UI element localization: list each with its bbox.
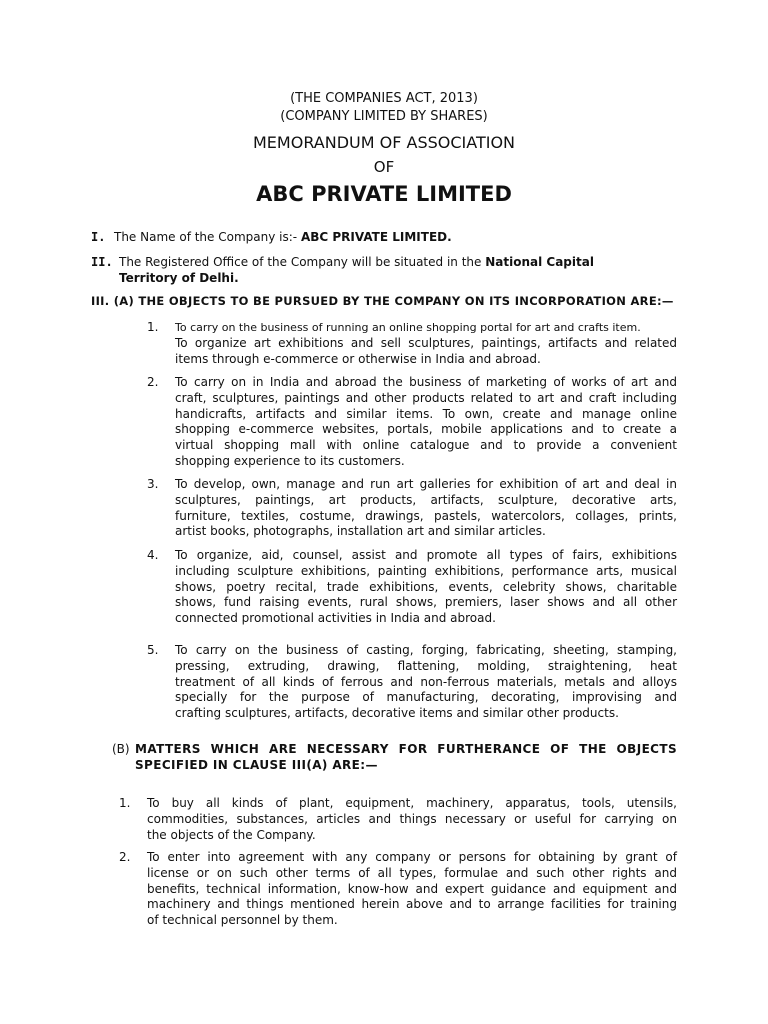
item-number: 2. [119, 850, 131, 864]
item-line: treatment of all kinds of ferrous and non-ferrous materials, metals and alloys [175, 674, 677, 689]
item-line: shows, fund raising events, rural shows, premiers, laser shows and all other [175, 595, 677, 610]
item-line: virtual shopping mall with online catalogue and to provide a convenient [175, 438, 677, 453]
of-line: OF [373, 158, 395, 176]
item-line: license or on such other terms of all types, formulae and such other rights and [147, 865, 677, 880]
clause-one-text: The Name of the Company is:- [114, 230, 298, 244]
clause-one-value: ABC PRIVATE LIMITED. [300, 230, 452, 244]
item-line: benefits, technical information, know-how and expert guidance and equipment and [147, 881, 677, 896]
company-name-title: ABC PRIVATE LIMITED [256, 182, 512, 206]
clause-three-b-tag: (B) [112, 742, 130, 756]
item-line: furniture, textiles, costume, drawings, pastels, watercolors, collages, prints, [175, 508, 677, 523]
item-line: To develop, own, manage and run art galleries for exhibition of art and deal in [175, 477, 677, 491]
item-number: 5. [147, 643, 159, 657]
item-line: To organize, aid, counsel, assist and promote all types of fairs, exhibitions [175, 548, 677, 562]
item-line: commodities, substances, articles and things necessary or useful for carrying on [147, 811, 677, 826]
item-line: To organize art exhibitions and sell sculptures, paintings, artifacts and related [175, 335, 677, 350]
item-line: specially for the purpose of manufacturing, decorating, improvising and [175, 690, 677, 705]
item-line: machinery and things mentioned herein above and to arrange facilities for training [147, 897, 677, 912]
memorandum-title: MEMORANDUM OF ASSOCIATION [253, 133, 515, 152]
heading-line: MATTERS WHICH ARE NECESSARY FOR FURTHERANCE OF THE OBJECTS [135, 742, 677, 756]
item-number: 3. [147, 477, 159, 491]
item-number: 2. [147, 375, 159, 389]
item-number: 1. [147, 320, 159, 334]
clause-one-number: I. [91, 230, 106, 244]
item-number: 1. [119, 796, 131, 810]
item-line: To carry on the business of running an online shopping portal for art and crafts item. [175, 321, 641, 334]
item-line: of technical personnel by them. [147, 913, 338, 928]
item-line: To enter into agreement with any company or persons for obtaining by grant of [147, 850, 677, 864]
item-line: connected promotional activities in India and abroad. [175, 611, 496, 626]
act-line: (THE COMPANIES ACT, 2013) [290, 91, 478, 106]
item-line: crafting sculptures, artifacts, decorative items and similar other products. [175, 706, 619, 721]
item-line: shopping e-commerce websites, portals, mobile applications and to create a [175, 422, 677, 437]
item-line: handicrafts, artifacts and similar items. To own, create and manage online [175, 406, 677, 421]
item-line: shows, poetry recital, trade exhibitions, events, celebrity shows, charitable [175, 579, 677, 594]
heading-line: SPECIFIED IN CLAUSE III(A) ARE:— [135, 758, 378, 772]
item-line: items through e-commerce or otherwise in India and abroad. [175, 351, 541, 366]
item-line: To carry on the business of casting, forging, fabricating, sheeting, stamping, [175, 643, 677, 657]
clause-three-heading: III. (A) THE OBJECTS TO BE PURSUED BY THE COMPANY ON ITS INCORPORATION ARE:— [91, 294, 674, 308]
item-line: artist books, photographs, installation art and similar articles. [175, 524, 546, 539]
clause-two-value-2: Territory of Delhi. [119, 271, 239, 285]
item-line: the objects of the Company. [147, 827, 316, 842]
item-line: shopping experience to its customers. [175, 453, 405, 468]
item-line: sculptures, paintings, art products, artifacts, sculpture, decorative arts, [175, 492, 677, 507]
item-line: To buy all kinds of plant, equipment, machinery, apparatus, tools, utensils, [147, 796, 677, 810]
item-line: including sculpture exhibitions, painting exhibitions, performance arts, musical [175, 563, 677, 578]
limited-by-line: (COMPANY LIMITED BY SHARES) [280, 109, 488, 124]
item-line: To carry on in India and abroad the business of marketing of works of art and [175, 375, 677, 389]
item-line: craft, sculptures, paintings and other products related to art and craft including [175, 390, 677, 405]
item-line: pressing, extruding, drawing, flattening, molding, straightening, heat [175, 658, 677, 673]
clause-two-text: The Registered Office of the Company will be situated in the [119, 255, 482, 269]
clause-two-value-1: National Capital [485, 255, 594, 269]
item-number: 4. [147, 548, 159, 562]
clause-two-number: II. [91, 255, 113, 269]
